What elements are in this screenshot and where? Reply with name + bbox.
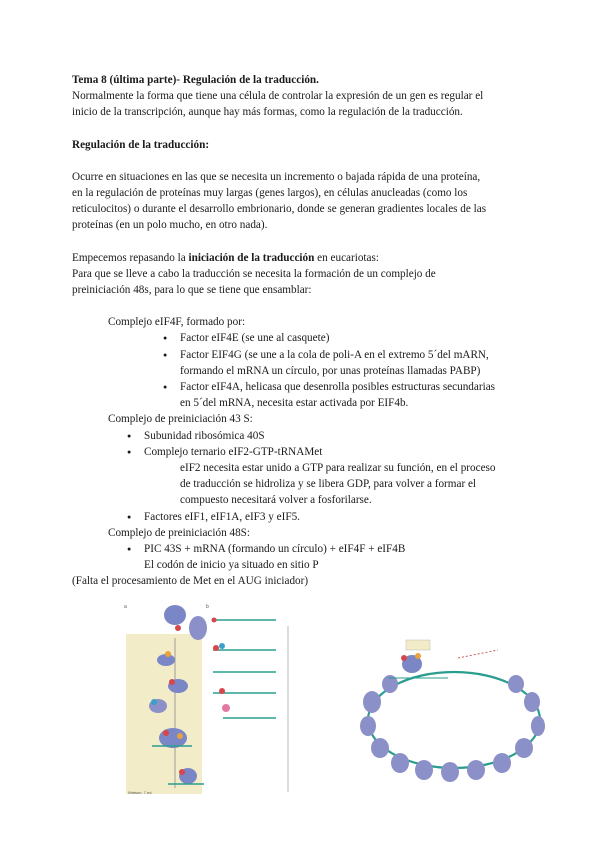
figures-area xyxy=(118,598,548,798)
list-item: ● PIC 43S + mRNA (formando un círculo) + eIF4F + eIF4B xyxy=(72,541,532,557)
ribosome-shape xyxy=(391,753,409,773)
figure-credit: Watson, 7 ed. xyxy=(128,790,153,795)
ribosome-shape xyxy=(363,691,381,713)
c43-heading: Complejo de preiniciación 43 S: xyxy=(108,413,253,426)
intro-line-1: Normalmente la forma que tiene una célula de controlar la expresión de un gen es regular el xyxy=(72,90,484,103)
para3-bold: iniciación de la traducción xyxy=(188,251,315,264)
c48-heading: Complejo de preiniciación 48S: xyxy=(108,526,250,539)
ribosome-shape xyxy=(524,692,540,712)
ribosome-subunit-shape xyxy=(189,616,207,640)
factor-shape xyxy=(169,679,175,685)
ribosome-shape xyxy=(531,716,545,736)
para3-line-3: preiniciación 48s, para lo que se tiene que ensamblar: xyxy=(72,284,312,297)
poly-a-tail xyxy=(458,650,498,658)
complex-shape xyxy=(159,728,187,748)
factor-shape xyxy=(163,730,169,736)
ribosome-shape xyxy=(508,675,524,693)
para3-line-1: Empecemos repasando la iniciación de la traducción en eucariotas: xyxy=(72,251,379,264)
section-heading: Regulación de la traducción: xyxy=(72,138,210,151)
document-body xyxy=(72,72,532,590)
list-item: ● Subunidad ribosómica 40S xyxy=(72,428,532,444)
list-item: ● Factor EIF4G (se une a la cola de poli-A en el extremo 5´del mARN, xyxy=(72,347,532,363)
ribosome-subunit-shape xyxy=(164,605,186,625)
ribosome-shape xyxy=(441,762,459,782)
para2-line-1: Ocurre en situaciones en las que se necesita un incremento o bajada rápida de una proteína, xyxy=(72,170,481,183)
factor-shape xyxy=(219,643,225,649)
factor-shape xyxy=(165,651,171,657)
document-title: Tema 8 (última parte)- Regulación de la traducción. xyxy=(72,74,319,86)
factor-shape xyxy=(415,653,421,659)
factor-shape xyxy=(401,655,407,661)
ribosome-ring xyxy=(360,675,545,782)
panel-a-label: a xyxy=(124,604,127,610)
list-item-continuation: El codón de inicio ya situado en sitio P xyxy=(144,559,319,572)
ribosome-shape xyxy=(371,738,389,758)
ribosome-shape xyxy=(415,760,433,780)
factor-shape xyxy=(175,625,181,631)
para2-line-4: proteínas (en un polo mucho, en otro nada). xyxy=(72,219,268,232)
list-item-continuation: en 5´del mRNA, necesita estar activada por EIF4b. xyxy=(180,397,409,410)
ribosome-shape xyxy=(360,716,376,736)
list-item: ● Factor eIF4A, helicasa que desenrolla posibles estructuras secundarias xyxy=(72,379,532,395)
factor-shape xyxy=(151,699,157,705)
list-item-continuation: formando el mRNA un círculo, por unas proteínas llamadas PABP) xyxy=(180,364,481,377)
footnote: (Falta el procesamiento de Met en el AUG iniciador) xyxy=(72,575,309,588)
factor-shape xyxy=(222,704,230,712)
list-item-continuation: de traducción se hidroliza y se libera GDP, para volver a formar el xyxy=(180,478,477,491)
list-item-continuation: compuesto necesitará volver a fosforilarse. xyxy=(180,494,372,507)
label-box xyxy=(406,640,430,650)
factor-shape xyxy=(179,769,185,775)
list-item: ● Factor eIF4E (se une al casquete) xyxy=(72,330,532,346)
list-item: ● Factores eIF1, eIF1A, eIF3 y eIF5. xyxy=(72,509,532,525)
figure-left xyxy=(124,604,288,795)
factor-shape xyxy=(213,645,219,651)
factor-shape xyxy=(177,733,183,739)
para2-line-2: en la regulación de proteínas muy largas (genes largos), en células anucleadas (como los xyxy=(72,187,468,200)
translation-initiation-figure xyxy=(118,598,548,798)
list-item: ● Complejo ternario eIF2-GTP-tRNAMet xyxy=(72,444,532,460)
factor-shape xyxy=(219,688,225,694)
figure-right xyxy=(360,640,545,782)
eif4f-heading: Complejo eIF4F, formado por: xyxy=(108,316,246,329)
para3-line-2: Para que se lleve a cabo la traducción se necesita la formación de un complejo de xyxy=(72,267,436,280)
ribosome-shape xyxy=(515,738,533,758)
cap-shape xyxy=(212,618,217,623)
c48-list xyxy=(72,541,532,573)
ribosome-shape xyxy=(467,760,485,780)
eif4f-list xyxy=(72,330,532,411)
ribosome-shape xyxy=(493,753,511,773)
intro-line-2: inicio de la transcripción, aunque hay más formas, como la regulación de la traducción. xyxy=(72,106,463,119)
c43-list xyxy=(72,428,532,525)
list-item-continuation: eIF2 necesita estar unido a GTP para realizar su función, en el proceso xyxy=(180,462,496,475)
panel-b-label: b xyxy=(206,604,209,610)
para2-line-3: reticulocitos) o durante el desarrollo embrionario, donde se generan gradientes locales de las xyxy=(72,203,487,216)
